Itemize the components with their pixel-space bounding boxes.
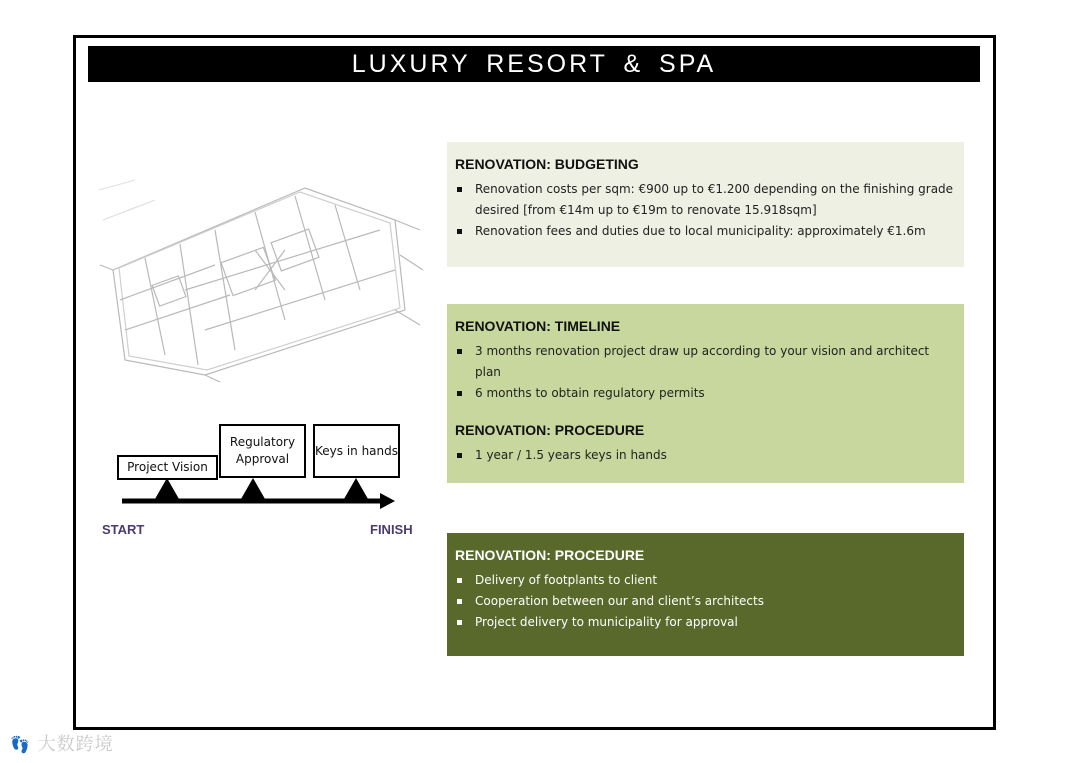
budgeting-panel	[447, 142, 964, 267]
procedure-heading: RENOVATION: PROCEDURE	[455, 422, 645, 438]
timeline-arrow-head	[380, 493, 395, 509]
timeline-start-label: START	[102, 522, 145, 537]
milestone-marker-1	[155, 478, 179, 499]
milestone-marker-2	[241, 478, 265, 499]
list-item: Renovation costs per sqm: €900 up to €1.200 depending on the finishing grade desired [from €14m up to €19m to renovate 15.918sqm]	[455, 179, 956, 221]
timeline-panel	[447, 304, 964, 483]
list-item: Cooperation between our and client’s architects	[455, 591, 956, 612]
procedure-list	[455, 445, 956, 466]
milestone-keys-in-hands: Keys in hands	[313, 424, 400, 478]
milestone-regulatory-approval: Regulatory Approval	[219, 424, 306, 478]
list-item: 1 year / 1.5 years keys in hands	[455, 445, 956, 466]
procedure-list-2	[455, 570, 956, 633]
timeline-heading: RENOVATION: TIMELINE	[455, 318, 621, 334]
timeline-list	[455, 341, 956, 404]
procedure-heading-2: RENOVATION: PROCEDURE	[455, 547, 645, 563]
timeline-finish-label: FINISH	[370, 522, 413, 537]
milestone-project-vision: Project Vision	[117, 455, 218, 480]
procedure-panel	[447, 533, 964, 656]
budgeting-list	[455, 179, 956, 242]
list-item: Delivery of footplants to client	[455, 570, 956, 591]
budgeting-heading: RENOVATION: BUDGETING	[455, 156, 639, 172]
watermark-logo	[10, 730, 114, 756]
watermark-text: 大数跨境	[37, 734, 114, 755]
slide-title: LUXURY RESORT & SPA	[88, 46, 980, 82]
milestone-marker-3	[344, 478, 368, 499]
watermark-icon: 👣	[10, 735, 31, 754]
list-item: Project delivery to municipality for approval	[455, 612, 956, 633]
list-item: 6 months to obtain regulatory permits	[455, 383, 956, 404]
list-item: Renovation fees and duties due to local municipality: approximately €1.6m	[455, 221, 956, 242]
floor-plan-drawing	[95, 160, 425, 385]
list-item: 3 months renovation project draw up according to your vision and architect plan	[455, 341, 956, 383]
